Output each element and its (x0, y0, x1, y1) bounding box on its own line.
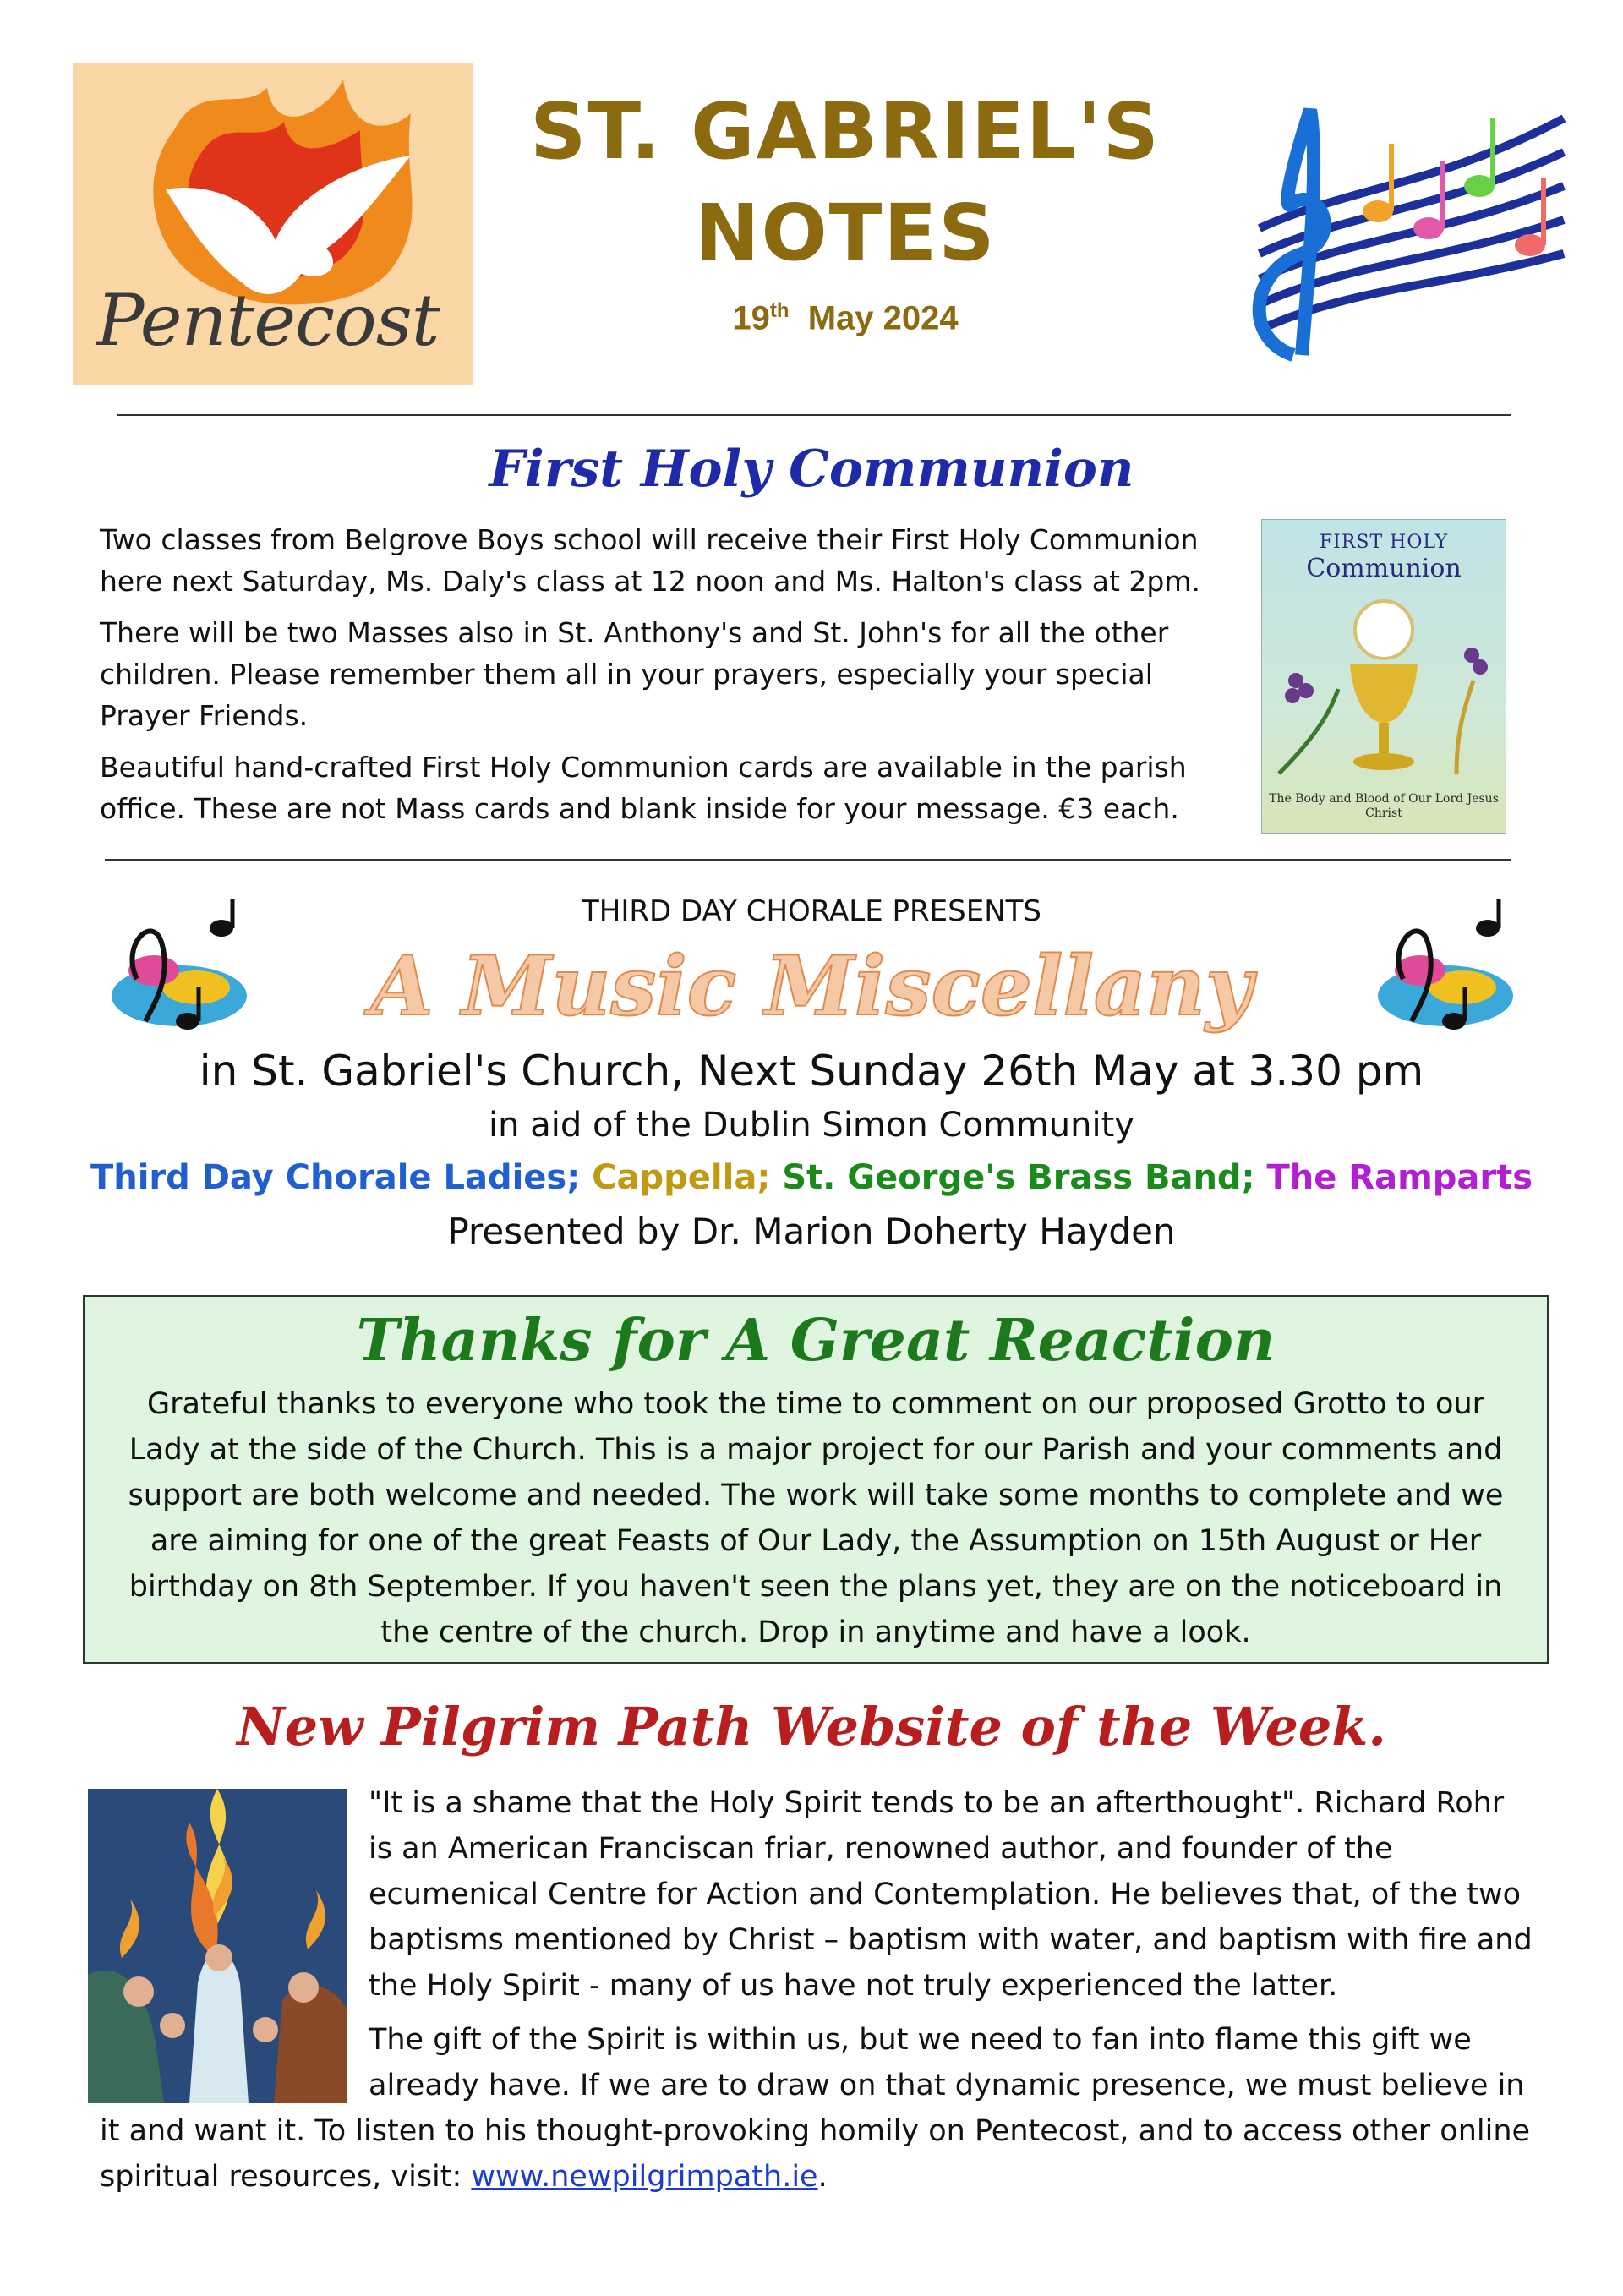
concert-time-place: in St. Gabriel's Church, Next Sunday 26th May at 3.30 pm (199, 1047, 1424, 1096)
performer-1: Third Day Chorale Ladies; (90, 1158, 581, 1197)
music-staff-icon (1226, 85, 1572, 372)
first-communion-title: First Holy Communion (489, 440, 1134, 499)
communion-card-image (1261, 519, 1506, 834)
concert-host: Presented by Dr. Marion Doherty Hayden (447, 1211, 1176, 1252)
concert-charity: in aid of the Dublin Simon Community (489, 1106, 1134, 1145)
first-communion-body (100, 519, 1224, 839)
card-line-1: FIRST HOLY (1319, 532, 1449, 553)
date-day: 19 (732, 299, 770, 337)
paragraph: There will be two Masses also in St. Anthony's and St. John's for all the other children. Please remember them all in your prayers, especially your special Prayer Friends. (100, 616, 1169, 732)
concert-presenter: THIRD DAY CHORALE PRESENTS (581, 894, 1042, 928)
website-link[interactable]: www.newpilgrimpath.ie (471, 2160, 818, 2194)
card-caption: The Body and Blood of Our Lord Jesus Christ (1269, 792, 1499, 820)
thanks-body: Grateful thanks to everyone who took the time to comment on our proposed Grotto to our Lady at the side of the Church. This is a major project for our Parish and your comments and support are both welcome and needed. The work will take some months to complete and we are aiming for one of the great Feasts of Our Lady, the Assumption on 15th August or Her birthday on 8th September. If you haven't seen the plans yet, they are on the noticeboard in the centre of the church. Drop in anytime and have a look. (128, 1387, 1504, 1649)
paragraph: Two classes from Belgrove Boys school will receive their First Holy Communion here next Saturday, Ms. Daly's class at 12 noon and Ms. Halton's class at 2pm. (100, 523, 1200, 598)
date-month-year: May 2024 (807, 299, 959, 337)
issue-date (473, 299, 1217, 337)
date-suffix: th (769, 299, 790, 322)
pentecost-painting (88, 1789, 347, 2103)
performer-4: The Ramparts (1266, 1158, 1533, 1197)
performer-3: St. George's Brass Band; (782, 1158, 1255, 1197)
title-line-2: NOTES (694, 188, 997, 278)
card-line-2: Communion (1306, 554, 1462, 583)
performer-2: Cappella; (592, 1158, 771, 1197)
divider (117, 414, 1511, 416)
performer-list (0, 1158, 1623, 1197)
concert-title: A Music Miscellany (370, 938, 1253, 1034)
paragraph-end: . (817, 2160, 828, 2194)
pilgrim-title: New Pilgrim Path Website of the Week. (237, 1696, 1386, 1758)
divider (105, 859, 1511, 861)
logo-text: Pentecost (96, 279, 440, 362)
chalice-icon (1262, 520, 1506, 833)
paragraph-text: The gift of the Spirit is within us, but we need to fan into flame this gift we already have. If we are to draw on that dynamic presence, we must believe in it and want it. To listen to his thought-provoking homily on Pentecost, and to access other online spiritual resources, visit: (100, 2023, 1531, 2194)
title-line-1: ST. GABRIEL'S (530, 86, 1161, 177)
paragraph: "It is a shame that the Holy Spirit tends to be an afterthought". Richard Rohr is an American Franciscan friar, renowned author, and founder of the ecumenical Centre for Action and Contemplation. He believes that, of the two baptisms mentioned by Christ – baptism with water, and baptism with fire and the Holy Spirit - many of us have not truly experienced the latter. (369, 1786, 1533, 2003)
pentecost-logo (73, 63, 473, 385)
paragraph: Beautiful hand-crafted First Holy Communion cards are available in the parish office. These are not Mass cards and blank inside for your message. €3 each. (100, 751, 1187, 825)
thanks-title: Thanks for A Great Reaction (356, 1307, 1276, 1375)
newsletter-title (473, 81, 1217, 284)
